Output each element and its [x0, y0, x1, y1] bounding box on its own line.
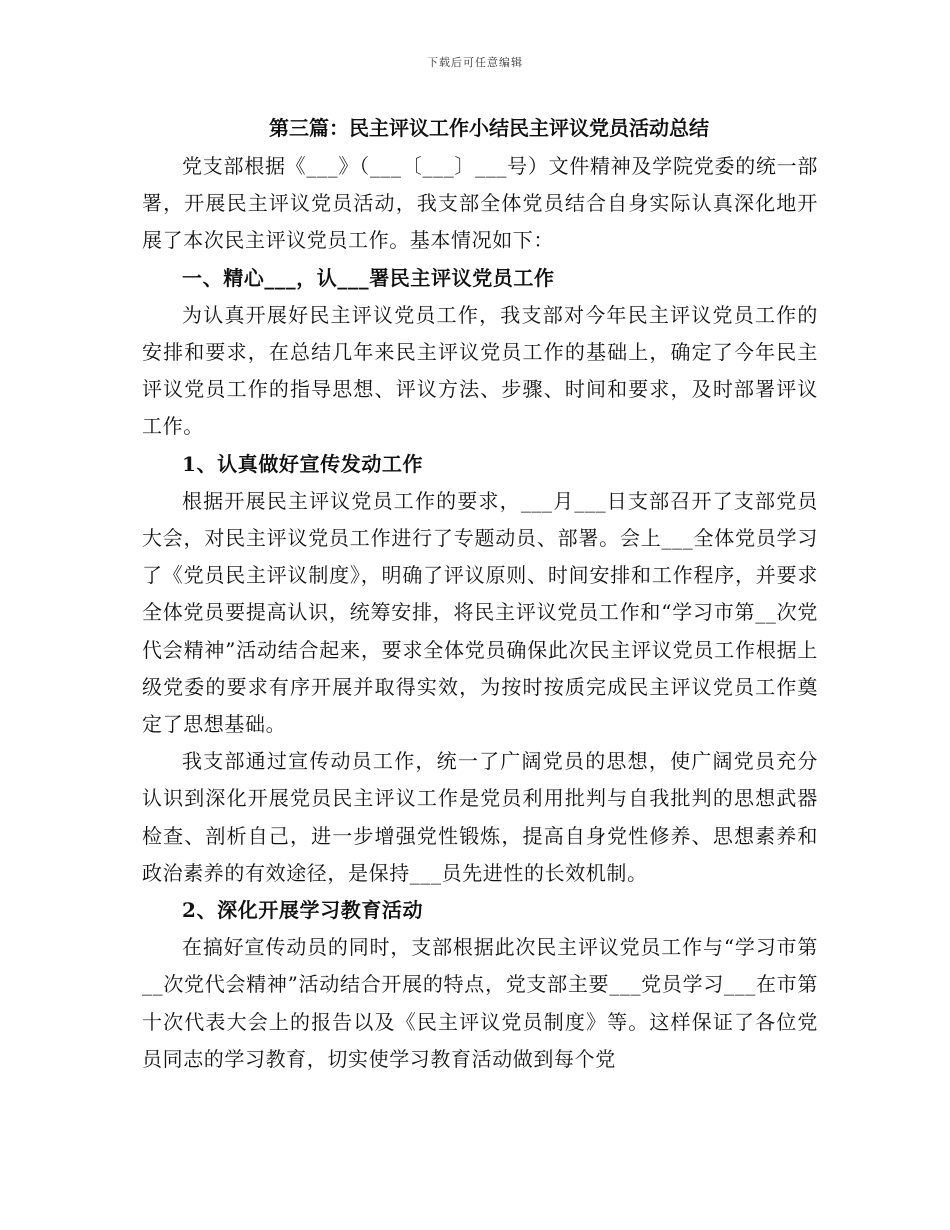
paragraph-subsection-1a: 根据开展民主评议党员工作的要求，___月___日支部召开了支部党员大会，对民主评议党员工作进行了专题动员、部署。会上___全体党员学习了《党员民主评议制度》，明确了评议原则、时间安排和工作程序，并要求全体党员要提高认识，统筹安排，将民主评议党员工作和“学习市第__次党代会精神”活动结合起来，要求全体党员确保此次民主评议党员工作根据上级党委的要求有序开展并取得实效，为按时按质完成民主评议党员工作奠定了思想基础。: [142, 488, 818, 737]
paragraph-subsection-1b: 我支部通过宣传动员工作，统一了广阔党员的思想，使广阔党员充分认识到深化开展党员民主评议工作是党员利用批判与自我批判的思想武器检查、剖析自己，进一步增强党性锻炼，提高自身党性修养、思想素养和政治素养的有效途径，是保持___员先进性的长效机制。: [142, 749, 818, 885]
section-heading-1: 一、精心___，认___署民主评议党员工作: [182, 265, 555, 290]
paragraph-intro: 党支部根据《___》（___〔___〕___号）文件精神及学院党委的统一部署，开展民主评议党员活动，我支部全体党员结合自身实际认真深化地开展了本次民主评议党员工作。基本情况如下：: [142, 154, 818, 253]
document-title: 第三篇：民主评议工作小结民主评议党员活动总结: [269, 116, 709, 140]
paragraph-subsection-2: 在搞好宣传动员的同时，支部根据此次民主评议党员工作与“学习市第__次党代会精神”活动结合开展的特点，党支部主要___党员学习___在市第十次代表大会上的报告以及《民主评议党员制度》等。这样保证了各位党员同志的学习教育，切实使学习教育活动做到每个党: [142, 935, 818, 1071]
document-body: [142, 110, 818, 1078]
paragraph-section-1: 为认真开展好民主评议党员工作，我支部对今年民主评议党员工作的安排和要求，在总结几年来民主评议党员工作的基础上，确定了今年民主评议党员工作的指导思想、评议方法、步骤、时间和要求，及时部署评议工作。: [142, 302, 818, 439]
subsection-heading-2: 2、深化开展学习教育活动: [182, 898, 424, 923]
subsection-heading-1: 1、认真做好宣传发动工作: [182, 451, 424, 476]
header-note: 下载后可任意编辑: [427, 56, 523, 69]
